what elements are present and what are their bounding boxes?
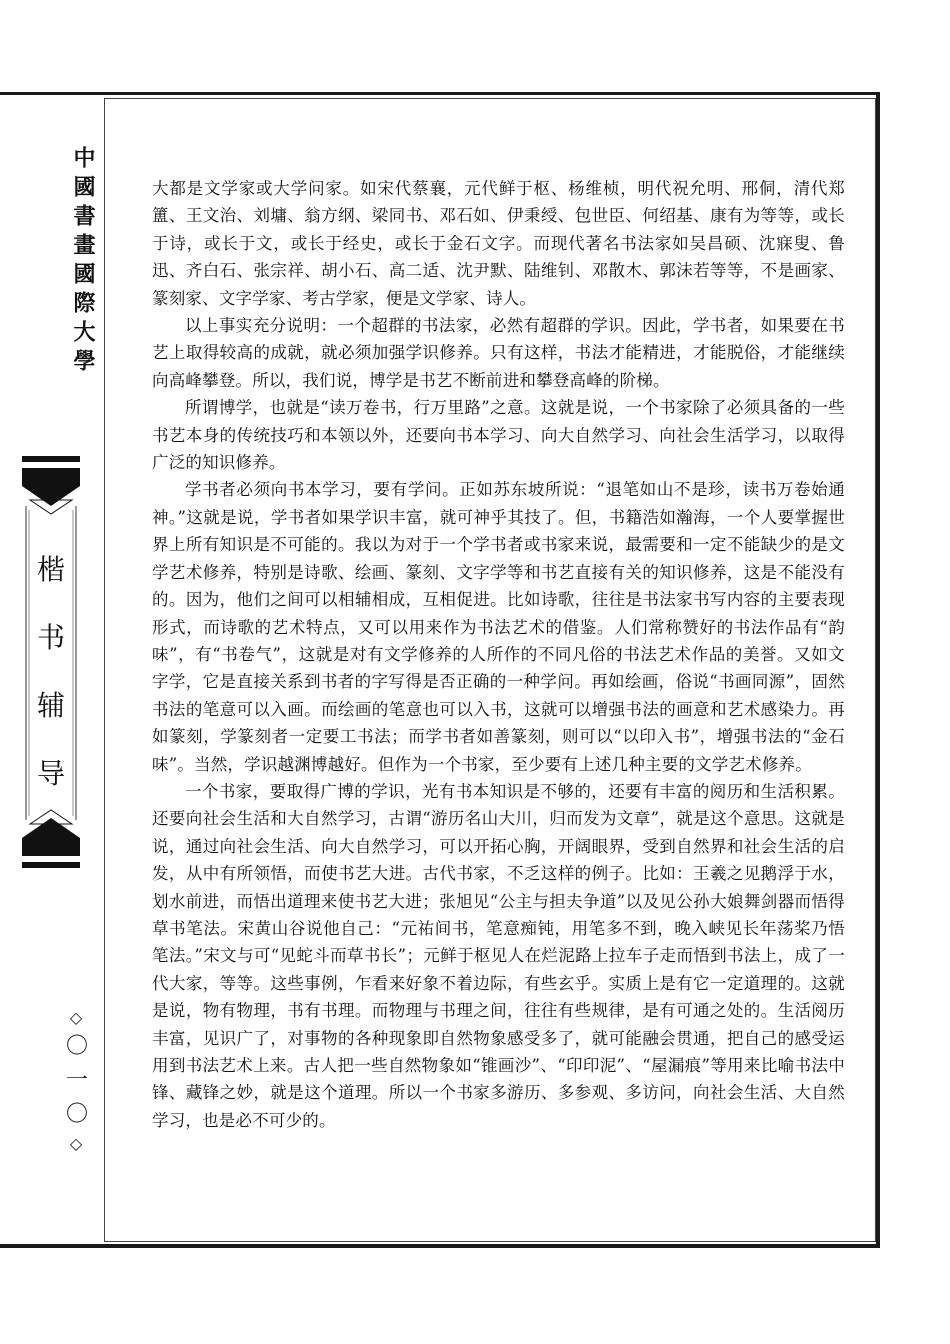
- panel-char: 楷: [36, 553, 65, 586]
- diamond-icon: ◇: [69, 1008, 83, 1027]
- diamond-icon: ◇: [69, 1134, 83, 1153]
- page-number: [66, 1006, 89, 1156]
- panel-char: 书: [36, 621, 65, 654]
- paragraph: 大都是文学家或大学问家。如宋代蔡襄，元代鲜于枢、杨维桢，明代祝允明、邢侗，清代郑簠、王文治、刘墉、翁方纲、梁同书、邓石如、伊秉绶、包世臣、何绍基、康有为等等，或长于诗，或长于文，或长于经史，或长于金石文字。而现代著名书法家如吴昌硕、沈寐叟、鲁迅、齐白石、张宗祥、胡小石、高二适、沈尹默、陆维钊、邓散木、郭沫若等等，不是画家、篆刻家、文字学家、考古学家，便是文学家、诗人。: [152, 179, 845, 308]
- paragraph: 所谓博学，也就是“读万卷书，行万里路”之意。这就是说，一个书家除了必须具备的一些书艺本身的传统技巧和本领以外，还要向书本学习、向大自然学习、向社会生活学习，以取得广泛的知识修养。: [152, 398, 845, 473]
- page-number-digit: 〇: [66, 1034, 89, 1059]
- panel-title: [24, 536, 78, 808]
- paragraph: 以上事实充分说明：一个超群的书法家，必然有超群的学识。因此，学书者，如果要在书艺上取得较高的成就，就必须加强学识修养。只有这样，书法才能精进，才能脱俗，才能继续向高峰攀登。所以，我们说，博学是书艺不断前进和攀登高峰的阶梯。: [152, 316, 845, 390]
- page-number-digit: 一: [66, 1068, 89, 1093]
- panel-cap-bottom-ornament: [22, 806, 80, 868]
- panel-char: 导: [36, 757, 65, 790]
- panel-char: 辅: [36, 689, 65, 722]
- paragraph: 学书者必须向书本学习，要有学问。正如苏东坡所说：“退笔如山不是珍，读书万卷始通神。”这就是说，学书者如果学识丰富，就可神乎其技了。但，书籍浩如瀚海，一个人要掌握世界上所有知识是不可能的。我以为对于一个学书者或书家来说，最需要和一定不能缺少的是文学艺术修养，特别是诗歌、绘画、篆刻、文字学等和书艺直接有关的知识修养，这是不能没有的。因为，他们之间可以相辅相成，互相促进。比如诗歌，往往是书法家书写内容的主要表现形式，而诗歌的艺术特点，又可以用来作为书法艺术的借鉴。人们常称赞好的书法作品有“韵味”，有“书卷气”，这就是对有文学修养的人所作的不同凡俗的书法艺术作品的美誉。又如文字学，它是直接关系到书者的字写得是否正确的一种学问。再如绘画，俗说“书画同源”，固然书法的笔意可以入画。而绘画的笔意也可以入书，这就可以增强书法的画意和艺术感染力。再如篆刻，学篆刻者一定要工书法；而学书者如善篆刻，则可以“以印入书”，增强书法的“金石味”。当然，学识越渊博越好。但作为一个书家，至少要有上述几种主要的文学艺术修养。: [152, 480, 845, 774]
- page-number-digit: 〇: [66, 1102, 89, 1127]
- side-title: 中國書畫國際大學: [70, 146, 96, 378]
- paragraph: 一个书家，要取得广博的学识，光有书本知识是不够的，还要有丰富的阅历和生活积累。还要向社会生活和大自然学习，古谓“游历名山大川，归而发为文章”，就是这个意思。这就是说，通过向社会生活、向大自然学习，可以开拓心胸，开阔眼界，受到自然界和社会生活的启发，从中有所领悟，而使书艺大进。古代书家，不乏这样的例子。比如：王羲之见鹅浮于水，划水前进，而悟出道理来使书艺大进；张旭见“公主与担夫争道”以及见公孙大娘舞剑器而悟得草书笔法。宋黄山谷说他自己：“元祐间书，笔意痴钝，用笔多不到，晚入峡见长年荡桨乃悟笔法。”宋文与可“见蛇斗而草书长”；元鲜于枢见人在烂泥路上拉车子走而悟到书法上，成了一代大家，等等。这些事例，乍看来好象不着边际，有些玄乎。实质上是有它一定道理的。这就是说，物有物理，书有书理。而物理与书理之间，往往有些规律，是有可通之处的。生活阅历丰富，见识广了，对事物的各种现象即自然物象感受多了，就可能融会贯通，把自己的感受运用到书法艺术上来。古人把一些自然物象如“锥画沙”、“印印泥”、“屋漏痕”等用来比喻书法中锋、藏锋之妙，就是这个道理。所以一个书家多游历、多参观、多访问，向社会生活、大自然学习，也是必不可少的。: [152, 781, 845, 1130]
- body-text: [152, 175, 845, 1134]
